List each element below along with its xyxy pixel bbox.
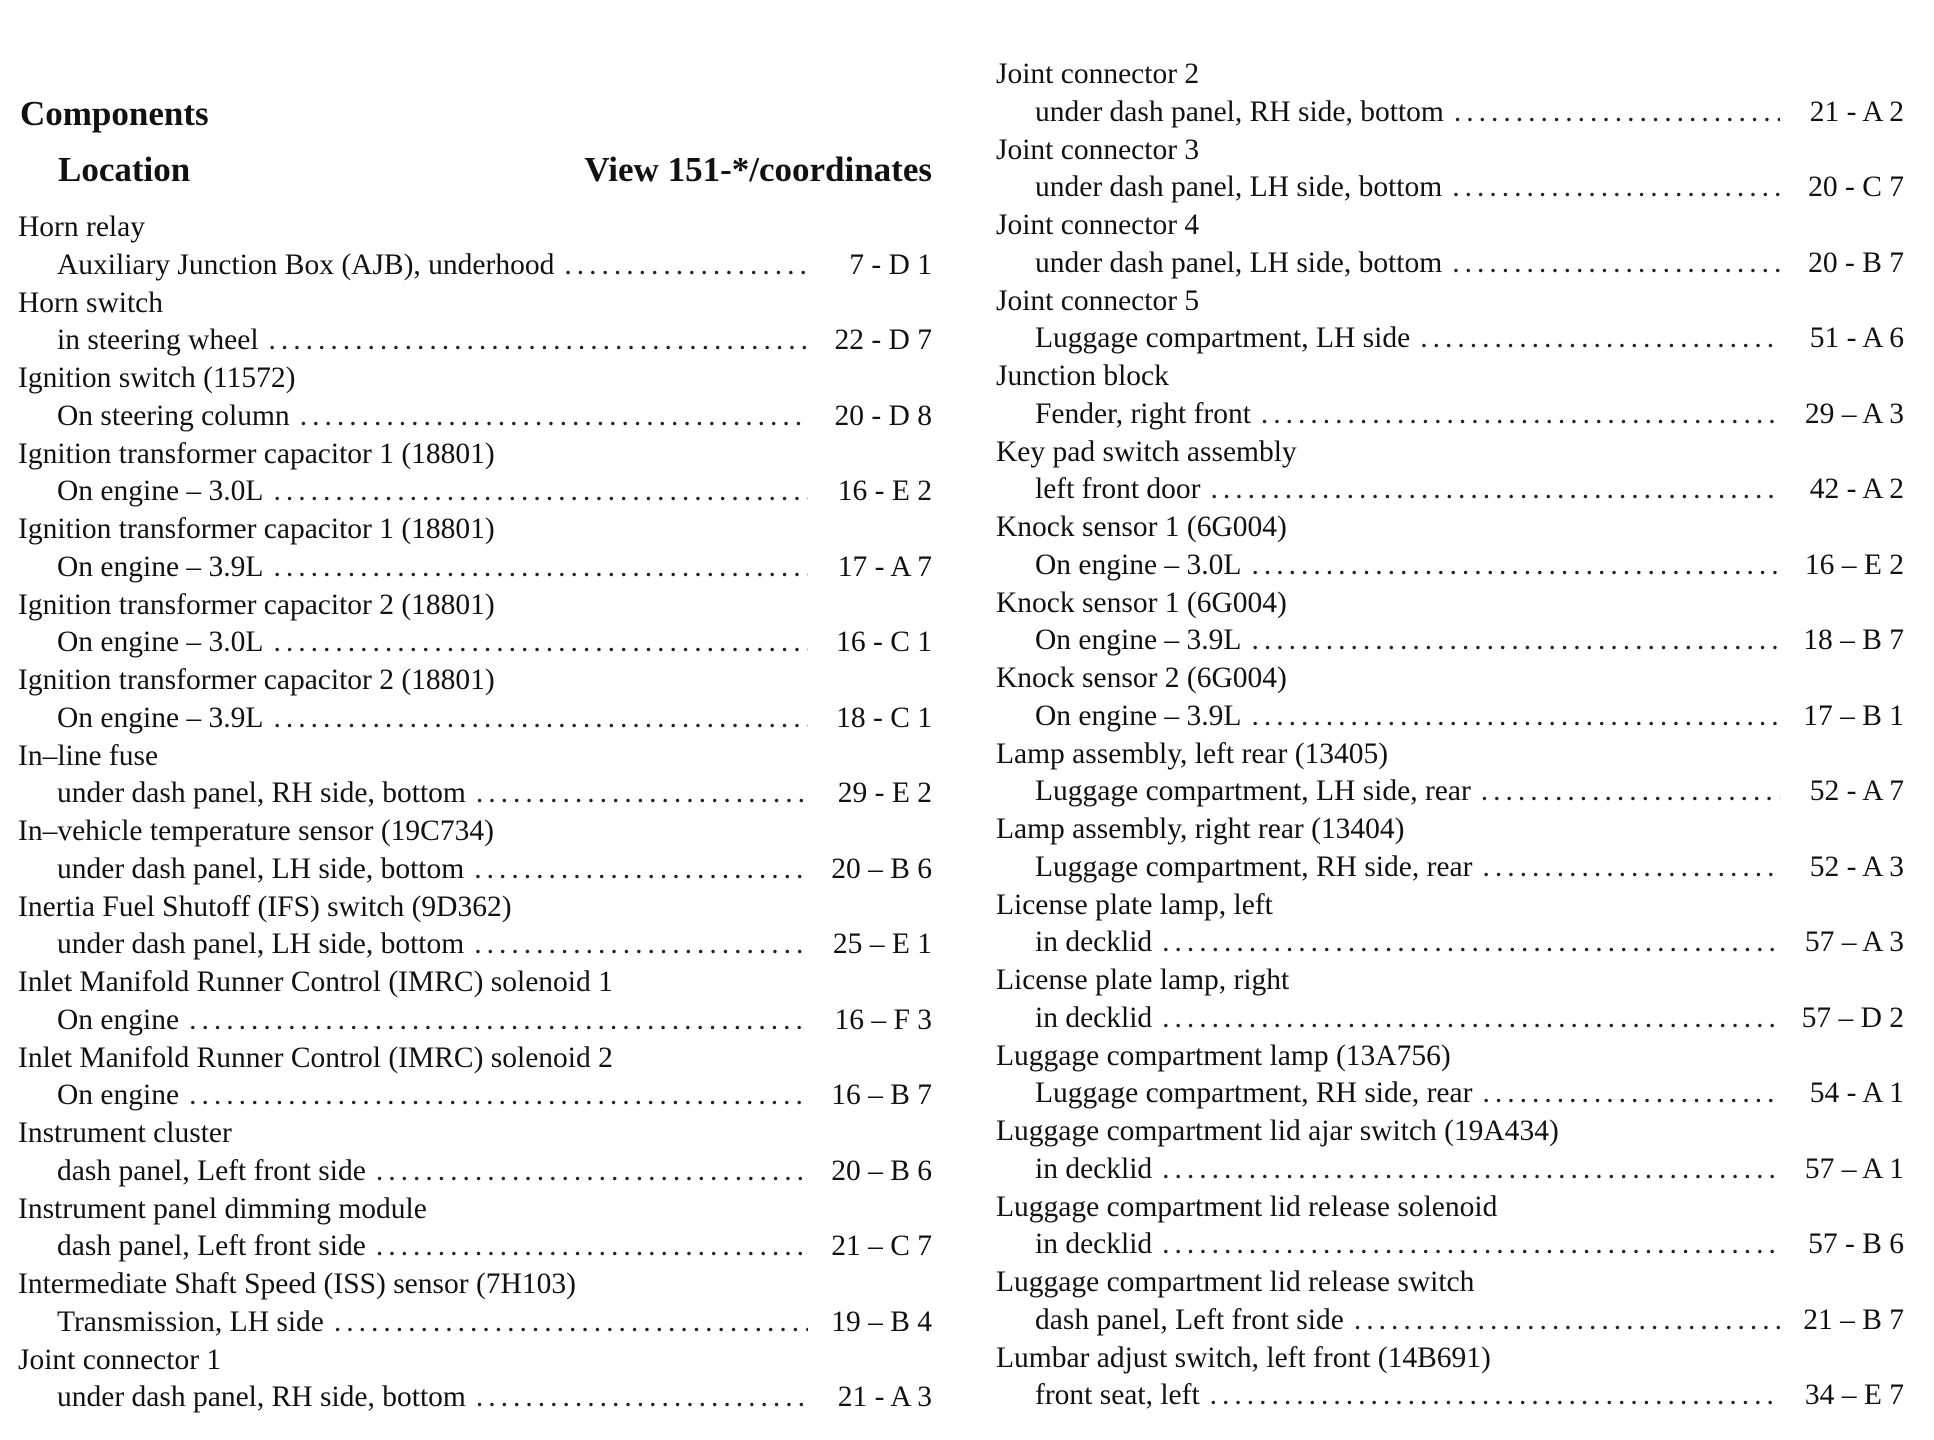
list-item xyxy=(18,511,932,587)
component-name: License plate lamp, right xyxy=(996,964,1290,996)
list-item xyxy=(996,434,1904,510)
component-name: Joint connector 4 xyxy=(996,209,1200,241)
component-name: Instrument panel dimming module xyxy=(18,1192,427,1225)
component-name: Ignition transformer capacitor 1 (18801) xyxy=(18,437,495,470)
list-item xyxy=(996,811,1904,887)
component-name: Luggage compartment lid release switch xyxy=(996,1266,1475,1298)
component-name: Ignition transformer capacitor 2 (18801) xyxy=(18,588,495,621)
list-item xyxy=(996,1340,1904,1416)
list-item xyxy=(996,1113,1904,1189)
component-location: dash panel, Left front side xyxy=(57,1154,366,1187)
view-coordinates: 16 - E 2 xyxy=(837,475,932,508)
component-name: Intermediate Shaft Speed (ISS) sensor (7H103) xyxy=(18,1268,576,1300)
component-name: Ignition transformer capacitor 1 (18801) xyxy=(18,513,495,545)
dot-leader xyxy=(273,700,808,738)
component-name: Horn switch xyxy=(18,286,164,319)
view-coordinates: 21 – B 7 xyxy=(1803,1303,1904,1336)
list-item xyxy=(996,509,1904,585)
component-name: Ignition switch (11572) xyxy=(18,362,296,394)
dot-leader xyxy=(564,247,808,285)
component-name: License plate lamp, left xyxy=(996,888,1273,921)
view-coordinates: 7 - D 1 xyxy=(849,248,932,281)
dot-leader xyxy=(1210,1377,1780,1415)
view-coordinates: 16 – F 3 xyxy=(834,1003,932,1036)
component-location: left front door xyxy=(1035,473,1201,506)
component-name: Knock sensor 2 (6G004) xyxy=(996,662,1287,694)
view-coordinates: 16 – B 7 xyxy=(831,1079,932,1112)
view-coordinates: 20 – B 6 xyxy=(831,852,932,885)
list-item xyxy=(18,285,932,361)
view-coordinates: 29 – A 3 xyxy=(1804,397,1904,430)
component-location: Fender, right front xyxy=(1035,397,1251,430)
component-name: Inlet Manifold Runner Control (IMRC) solenoid 2 xyxy=(18,1041,613,1074)
view-coordinates: 20 - C 7 xyxy=(1808,171,1904,204)
view-coordinates: 21 - A 2 xyxy=(1809,95,1904,128)
view-coordinates: 51 - A 6 xyxy=(1809,322,1904,355)
view-coordinates: 21 – C 7 xyxy=(831,1230,932,1263)
list-item xyxy=(996,1189,1904,1265)
component-name: Luggage compartment lid release solenoid xyxy=(996,1190,1498,1223)
dot-leader xyxy=(189,1077,808,1115)
view-coordinates: 57 – A 1 xyxy=(1804,1152,1904,1185)
component-location: under dash panel, LH side, bottom xyxy=(1035,171,1443,204)
dot-leader xyxy=(476,1379,808,1417)
view-coordinates: 29 - E 2 xyxy=(837,777,932,810)
component-name: Joint connector 2 xyxy=(996,58,1200,90)
component-name: In–line fuse xyxy=(18,739,159,772)
view-coordinates: 20 - D 8 xyxy=(834,399,932,432)
component-name: Lumbar adjust switch, left front (14B691) xyxy=(996,1341,1491,1374)
component-name: Inertia Fuel Shutoff (IFS) switch (9D362) xyxy=(18,890,512,923)
list-item xyxy=(996,1264,1904,1340)
component-name: Knock sensor 1 (6G004) xyxy=(996,511,1287,543)
list-item xyxy=(18,964,932,1040)
view-coordinates: 52 - A 3 xyxy=(1809,850,1904,883)
list-item xyxy=(996,358,1904,434)
dot-leader xyxy=(1482,1075,1780,1113)
view-coordinates: 18 - C 1 xyxy=(836,701,932,734)
view-coordinates: 52 - A 7 xyxy=(1809,775,1904,808)
component-name: Ignition transformer capacitor 2 (18801) xyxy=(18,664,495,696)
component-location: On engine – 3.9L xyxy=(1035,624,1242,657)
component-location: under dash panel, LH side, bottom xyxy=(57,928,465,961)
view-coordinates: 21 - A 3 xyxy=(837,1381,932,1414)
dot-leader xyxy=(376,1153,808,1191)
component-name: Joint connector 5 xyxy=(996,284,1200,317)
dot-leader xyxy=(1162,1151,1780,1189)
view-coordinates: 57 - B 6 xyxy=(1808,1228,1904,1261)
list-item xyxy=(996,660,1904,736)
list-item xyxy=(996,962,1904,1038)
component-location: On engine – 3.0L xyxy=(1035,548,1242,581)
list-item xyxy=(996,887,1904,963)
dot-leader xyxy=(1251,622,1780,660)
list-item xyxy=(18,360,932,436)
list-item xyxy=(18,1266,932,1342)
component-name: Knock sensor 1 (6G004) xyxy=(996,586,1287,619)
list-item xyxy=(18,587,932,663)
component-location: dash panel, Left front side xyxy=(1035,1303,1344,1336)
list-item xyxy=(18,813,932,889)
dot-leader xyxy=(1261,396,1780,434)
list-item xyxy=(18,209,932,285)
component-name: Junction block xyxy=(996,360,1169,392)
component-location: in decklid xyxy=(1035,1152,1153,1185)
section-title: Components xyxy=(20,94,209,133)
dot-leader xyxy=(476,775,808,813)
view-coordinates: 20 - B 7 xyxy=(1808,246,1904,279)
component-name: Key pad switch assembly xyxy=(996,435,1297,468)
component-location: Luggage compartment, RH side, rear xyxy=(1035,1077,1473,1110)
view-coordinates: 34 – E 7 xyxy=(1804,1379,1904,1412)
list-item xyxy=(996,1038,1904,1114)
component-name: Horn relay xyxy=(18,211,145,243)
column-header-location: Location xyxy=(58,150,191,189)
component-location: in decklid xyxy=(1035,1228,1153,1261)
component-location: Transmission, LH side xyxy=(57,1305,324,1338)
component-location: Auxiliary Junction Box (AJB), underhood xyxy=(57,248,555,281)
component-location: dash panel, Left front side xyxy=(57,1230,366,1263)
view-coordinates: 16 – E 2 xyxy=(1804,548,1904,581)
component-location: under dash panel, LH side, bottom xyxy=(1035,246,1443,279)
view-coordinates: 22 - D 7 xyxy=(834,324,932,357)
list-item xyxy=(18,889,932,965)
dot-leader xyxy=(189,1002,808,1040)
dot-leader xyxy=(1162,1000,1780,1038)
component-name: Inlet Manifold Runner Control (IMRC) solenoid 1 xyxy=(18,966,613,998)
component-location: under dash panel, LH side, bottom xyxy=(57,852,465,885)
list-item xyxy=(18,1115,932,1191)
list-item xyxy=(18,436,932,512)
dot-leader xyxy=(1452,245,1780,283)
component-name: Luggage compartment lamp (13A756) xyxy=(996,1039,1451,1072)
component-list-right xyxy=(996,56,1904,1415)
component-name: Joint connector 3 xyxy=(996,133,1200,166)
component-name: In–vehicle temperature sensor (19C734) xyxy=(18,815,494,847)
view-coordinates: 17 – B 1 xyxy=(1803,699,1904,732)
list-item xyxy=(996,132,1904,208)
dot-leader xyxy=(273,624,808,662)
component-location: in decklid xyxy=(1035,1001,1153,1034)
dot-leader xyxy=(474,926,808,964)
column-header-view: View 151-*/coordinates xyxy=(584,150,932,189)
component-location: Luggage compartment, RH side, rear xyxy=(1035,850,1473,883)
component-name: Luggage compartment lid ajar switch (19A434) xyxy=(996,1115,1559,1147)
component-location: in decklid xyxy=(1035,926,1153,959)
dot-leader xyxy=(1481,773,1780,811)
component-location: On engine – 3.9L xyxy=(57,550,264,583)
view-coordinates: 17 - A 7 xyxy=(837,550,932,583)
view-coordinates: 57 – A 3 xyxy=(1804,926,1904,959)
dot-leader xyxy=(1251,698,1780,736)
list-item xyxy=(18,1191,932,1267)
dot-leader xyxy=(1162,924,1780,962)
dot-leader xyxy=(1452,169,1780,207)
dot-leader xyxy=(1420,320,1780,358)
dot-leader xyxy=(334,1304,808,1342)
view-coordinates: 42 - A 2 xyxy=(1809,473,1904,506)
component-name: Lamp assembly, left rear (13405) xyxy=(996,737,1389,770)
dot-leader xyxy=(1354,1302,1780,1340)
dot-leader xyxy=(300,398,808,436)
component-location: On engine – 3.0L xyxy=(57,626,264,659)
component-name: Lamp assembly, right rear (13404) xyxy=(996,813,1405,845)
dot-leader xyxy=(474,851,808,889)
component-location: under dash panel, RH side, bottom xyxy=(1035,95,1444,128)
list-item xyxy=(996,736,1904,812)
dot-leader xyxy=(376,1228,808,1266)
component-location: On engine – 3.0L xyxy=(57,475,264,508)
component-location: On steering column xyxy=(57,399,290,432)
view-coordinates: 19 – B 4 xyxy=(831,1305,932,1338)
component-location: Luggage compartment, LH side, rear xyxy=(1035,775,1471,808)
dot-leader xyxy=(1210,471,1780,509)
dot-leader xyxy=(273,473,808,511)
list-item xyxy=(996,585,1904,661)
list-item xyxy=(18,1342,932,1418)
view-coordinates: 25 – E 1 xyxy=(832,928,932,961)
view-coordinates: 54 - A 1 xyxy=(1809,1077,1904,1110)
component-location: front seat, left xyxy=(1035,1379,1200,1412)
view-coordinates: 18 – B 7 xyxy=(1803,624,1904,657)
dot-leader xyxy=(1454,94,1780,132)
component-location: in steering wheel xyxy=(57,324,259,357)
component-location: Luggage compartment, LH side xyxy=(1035,322,1411,355)
view-coordinates: 16 - C 1 xyxy=(836,626,932,659)
list-item xyxy=(18,662,932,738)
view-coordinates: 57 – D 2 xyxy=(1801,1001,1904,1034)
list-item xyxy=(996,56,1904,132)
dot-leader xyxy=(273,549,808,587)
dot-leader xyxy=(1162,1226,1780,1264)
dot-leader xyxy=(1251,547,1780,585)
dot-leader xyxy=(1482,849,1780,887)
list-item xyxy=(996,207,1904,283)
view-coordinates: 20 – B 6 xyxy=(831,1154,932,1187)
dot-leader xyxy=(269,322,808,360)
component-location: under dash panel, RH side, bottom xyxy=(57,777,466,810)
component-name: Joint connector 1 xyxy=(18,1343,222,1376)
component-location: On engine xyxy=(57,1003,180,1036)
list-item xyxy=(18,1040,932,1116)
component-location: under dash panel, RH side, bottom xyxy=(57,1381,466,1414)
component-location: On engine – 3.9L xyxy=(57,701,264,734)
component-location: On engine xyxy=(57,1079,180,1112)
list-item xyxy=(18,738,932,814)
component-location: On engine – 3.9L xyxy=(1035,699,1242,732)
component-name: Instrument cluster xyxy=(18,1117,232,1149)
component-list-left xyxy=(18,209,932,1417)
list-item xyxy=(996,283,1904,359)
